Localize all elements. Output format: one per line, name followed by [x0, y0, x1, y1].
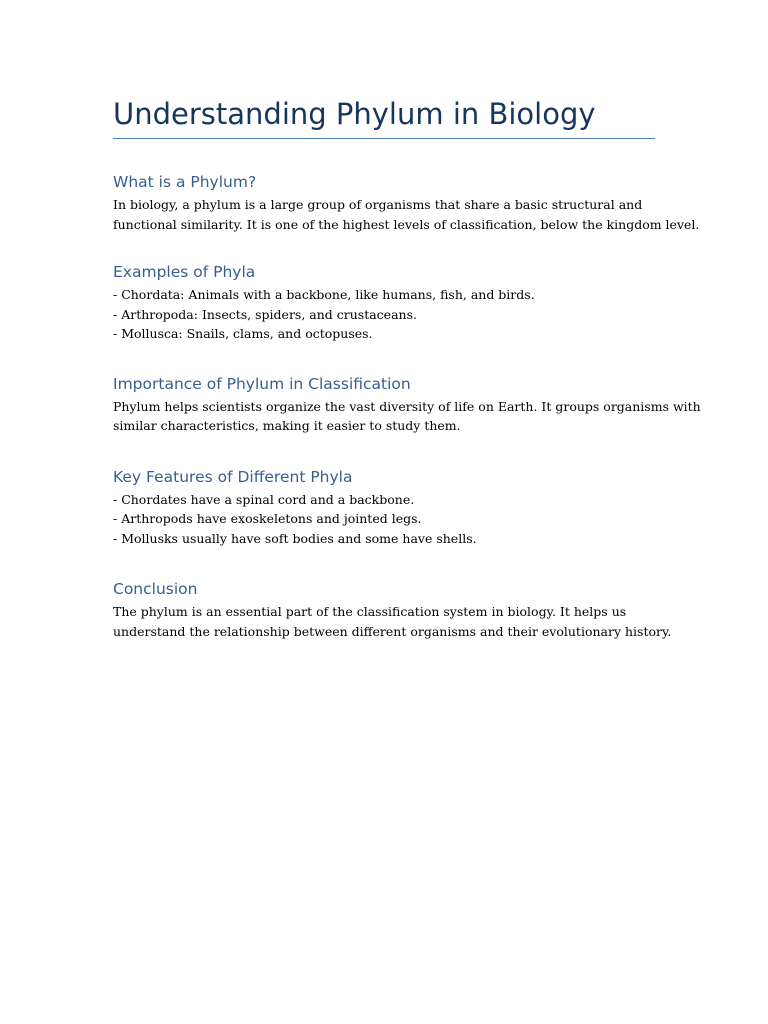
paragraph-line: Phylum helps scientists organize the vast diversity of life on Earth. It groups organisms with — [113, 398, 701, 414]
list-item: - Chordates have a spinal cord and a backbone. — [113, 491, 415, 507]
list-item: - Chordata: Animals with a backbone, like humans, fish, and birds. — [113, 287, 535, 302]
document-title: Understanding Phylum in Biology — [113, 96, 655, 139]
list-item: - Mollusca: Snails, clams, and octopuses. — [113, 326, 373, 341]
section-body — [113, 195, 700, 234]
section-heading: Key Features of Different Phyla — [113, 467, 353, 486]
list-item: - Arthropoda: Insects, spiders, and crustaceans. — [113, 306, 417, 322]
section-key-features — [113, 467, 655, 549]
list-item: - Mollusks usually have soft bodies and some have shells. — [113, 530, 477, 546]
section-heading: Examples of Phyla — [113, 263, 256, 281]
section-conclusion — [113, 579, 672, 641]
section-importance-of-phylum — [113, 374, 701, 436]
paragraph-line: In biology, a phylum is a large group of organisms that share a basic structural and — [113, 197, 643, 212]
paragraph-line: similar characteristics, making it easier to study them. — [113, 418, 461, 433]
list-item: - Arthropods have exoskeletons and jointed legs. — [113, 511, 422, 526]
section-heading: Importance of Phylum in Classification — [113, 374, 411, 393]
section-body — [113, 602, 672, 641]
paragraph-line: understand the relationship between different organisms and their evolutionary history. — [113, 623, 672, 639]
paragraph-line: functional similarity. It is one of the highest levels of classification, below the kingdom level. — [113, 216, 700, 232]
section-examples-of-phyla — [113, 262, 655, 344]
section-heading: Conclusion — [113, 580, 198, 598]
section-body — [113, 397, 701, 436]
section-body — [113, 490, 658, 549]
paragraph-line: The phylum is an essential part of the classification system in biology. It helps us — [113, 604, 627, 619]
section-body — [113, 285, 658, 344]
section-what-is-a-phylum — [113, 172, 700, 234]
section-heading: What is a Phylum? — [113, 173, 257, 191]
